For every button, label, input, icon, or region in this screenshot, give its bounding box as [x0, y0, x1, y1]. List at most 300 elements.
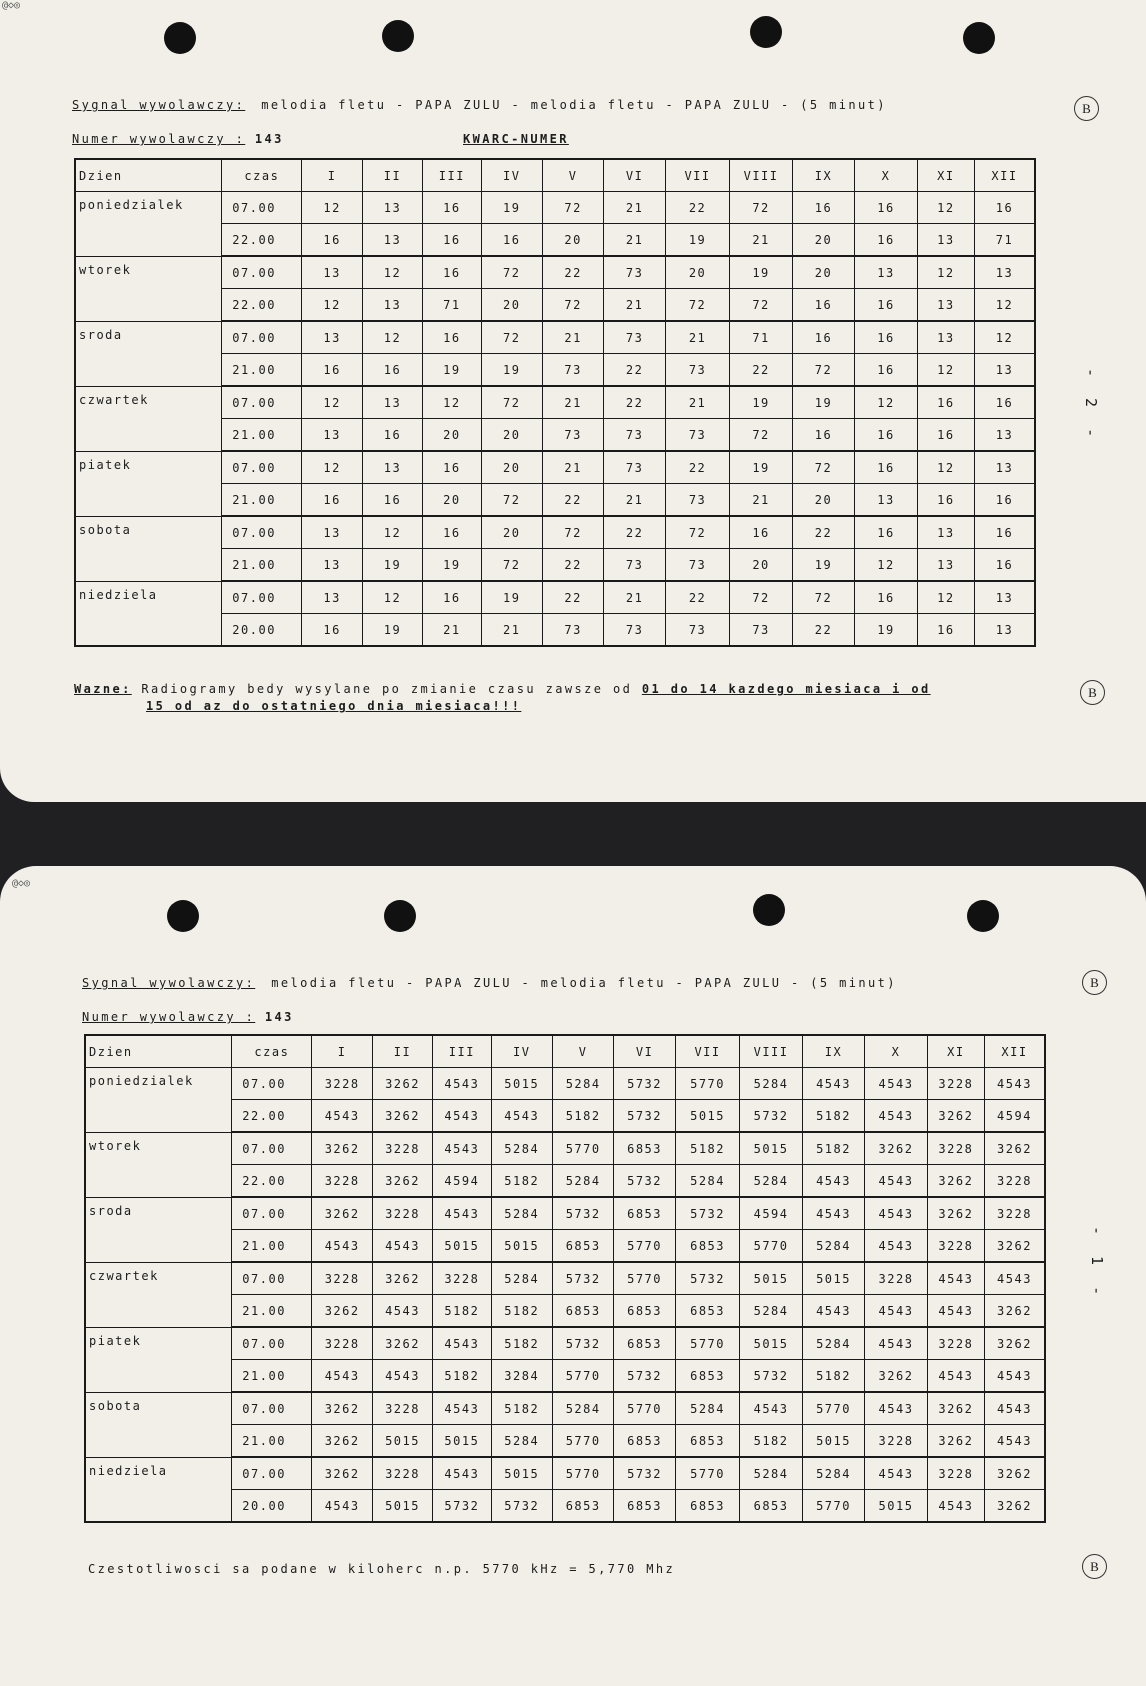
value-cell: 19: [665, 224, 730, 257]
table-row: [85, 1068, 1045, 1100]
value-cell: 5284: [491, 1132, 552, 1165]
value-cell: 5732: [552, 1262, 613, 1295]
value-cell: 4543: [433, 1100, 491, 1133]
value-cell: 5015: [740, 1262, 802, 1295]
value-cell: 5284: [802, 1230, 864, 1263]
value-cell: 4543: [865, 1295, 927, 1328]
value-cell: 3262: [985, 1295, 1046, 1328]
value-cell: 3262: [865, 1132, 927, 1165]
value-cell: 5770: [552, 1132, 613, 1165]
value-cell: 72: [665, 289, 730, 322]
value-cell: 4543: [312, 1360, 372, 1393]
time-cell: 07.00: [232, 1132, 312, 1165]
time-cell: 07.00: [222, 451, 302, 484]
value-cell: 20: [792, 224, 854, 257]
value-cell: 4543: [985, 1392, 1046, 1425]
time-cell: 21.00: [232, 1425, 312, 1458]
column-header: II: [362, 159, 422, 192]
value-cell: 4594: [985, 1100, 1046, 1133]
value-cell: 5284: [675, 1165, 740, 1198]
value-cell: 16: [730, 516, 792, 549]
value-cell: 21: [481, 614, 542, 647]
time-cell: 20.00: [222, 614, 302, 647]
column-header: VII: [675, 1035, 740, 1068]
value-cell: 3228: [433, 1262, 491, 1295]
day-cell: sobota: [75, 516, 222, 581]
value-cell: 3228: [312, 1327, 372, 1360]
column-header: IX: [792, 159, 854, 192]
value-cell: 12: [975, 321, 1036, 354]
value-cell: 21: [665, 321, 730, 354]
table-row: [75, 321, 1035, 354]
time-cell: 21.00: [222, 484, 302, 517]
value-cell: 3262: [985, 1490, 1046, 1523]
value-cell: 5770: [552, 1425, 613, 1458]
value-cell: 20: [792, 256, 854, 289]
time-cell: 07.00: [222, 386, 302, 419]
value-cell: 5182: [740, 1425, 802, 1458]
value-cell: 12: [362, 581, 422, 614]
value-cell: 3228: [985, 1165, 1046, 1198]
punch-hole: [753, 894, 785, 926]
value-cell: 6853: [614, 1425, 675, 1458]
value-cell: 13: [362, 451, 422, 484]
value-cell: 5770: [614, 1392, 675, 1425]
value-cell: 5732: [614, 1165, 675, 1198]
marker-b-circle: B: [1080, 680, 1105, 705]
value-cell: 12: [975, 289, 1036, 322]
value-cell: 19: [730, 386, 792, 419]
value-cell: 4543: [312, 1490, 372, 1523]
column-header: XII: [975, 159, 1036, 192]
value-cell: 16: [792, 321, 854, 354]
value-cell: 3228: [927, 1327, 984, 1360]
value-cell: 6853: [614, 1132, 675, 1165]
call-number-line: [72, 132, 284, 146]
value-cell: 5015: [372, 1490, 432, 1523]
value-cell: 22: [542, 484, 603, 517]
time-cell: 07.00: [232, 1327, 312, 1360]
value-cell: 72: [542, 192, 603, 224]
value-cell: 20: [481, 451, 542, 484]
column-header: XI: [927, 1035, 984, 1068]
column-header: czas: [232, 1035, 312, 1068]
value-cell: 13: [975, 581, 1036, 614]
value-cell: 4543: [740, 1392, 802, 1425]
table-row: [75, 192, 1035, 224]
value-cell: 13: [917, 549, 974, 582]
call-sign-label: Sygnal wywolawczy:: [72, 98, 246, 112]
value-cell: 5770: [675, 1068, 740, 1100]
time-cell: 07.00: [232, 1262, 312, 1295]
value-cell: 16: [302, 484, 362, 517]
value-cell: 13: [975, 419, 1036, 452]
value-cell: 5182: [433, 1360, 491, 1393]
day-cell: piatek: [85, 1327, 232, 1392]
value-cell: 13: [302, 256, 362, 289]
value-cell: 5732: [675, 1262, 740, 1295]
value-cell: 3262: [372, 1100, 432, 1133]
value-cell: 21: [604, 289, 665, 322]
value-cell: 22: [730, 354, 792, 387]
value-cell: 22: [792, 614, 854, 647]
value-cell: 12: [917, 256, 974, 289]
time-cell: 07.00: [232, 1392, 312, 1425]
value-cell: 4543: [491, 1100, 552, 1133]
value-cell: 16: [975, 516, 1036, 549]
day-cell: czwartek: [85, 1262, 232, 1327]
value-cell: 4543: [927, 1295, 984, 1328]
value-cell: 3262: [985, 1230, 1046, 1263]
value-cell: 6853: [614, 1197, 675, 1230]
value-cell: 16: [975, 484, 1036, 517]
time-cell: 21.00: [222, 354, 302, 387]
value-cell: 21: [542, 321, 603, 354]
column-header: VI: [604, 159, 665, 192]
value-cell: 21: [542, 386, 603, 419]
value-cell: 5770: [552, 1360, 613, 1393]
page-sheet-bottom: [0, 866, 1146, 1686]
value-cell: 20: [423, 419, 481, 452]
value-cell: 5182: [802, 1132, 864, 1165]
value-cell: 16: [855, 192, 917, 224]
value-cell: 72: [730, 581, 792, 614]
value-cell: 20: [481, 419, 542, 452]
day-cell: poniedzialek: [75, 192, 222, 257]
value-cell: 19: [362, 549, 422, 582]
value-cell: 3262: [372, 1165, 432, 1198]
value-cell: 3262: [985, 1132, 1046, 1165]
value-cell: 19: [362, 614, 422, 647]
value-cell: 16: [855, 354, 917, 387]
value-cell: 12: [917, 192, 974, 224]
value-cell: 4543: [865, 1068, 927, 1100]
value-cell: 71: [730, 321, 792, 354]
column-header: VII: [665, 159, 730, 192]
value-cell: 72: [792, 354, 854, 387]
value-cell: 4543: [802, 1165, 864, 1198]
marker-b-circle: B: [1082, 1554, 1107, 1579]
value-cell: 13: [855, 484, 917, 517]
value-cell: 5732: [552, 1327, 613, 1360]
value-cell: 5284: [740, 1457, 802, 1490]
value-cell: 3262: [927, 1165, 984, 1198]
value-cell: 21: [604, 192, 665, 224]
value-cell: 5732: [740, 1100, 802, 1133]
value-cell: 20: [665, 256, 730, 289]
value-cell: 22: [665, 581, 730, 614]
value-cell: 3262: [312, 1425, 372, 1458]
value-cell: 72: [542, 289, 603, 322]
column-header: IV: [491, 1035, 552, 1068]
value-cell: 19: [423, 549, 481, 582]
value-cell: 5182: [491, 1165, 552, 1198]
value-cell: 4543: [927, 1360, 984, 1393]
value-cell: 12: [917, 451, 974, 484]
column-header: Dzien: [85, 1035, 232, 1068]
value-cell: 5015: [675, 1100, 740, 1133]
column-header: X: [855, 159, 917, 192]
day-cell: sroda: [75, 321, 222, 386]
value-cell: 73: [665, 484, 730, 517]
time-cell: 07.00: [222, 192, 302, 224]
value-cell: 3262: [312, 1197, 372, 1230]
value-cell: 5732: [614, 1457, 675, 1490]
value-cell: 16: [302, 224, 362, 257]
value-cell: 4543: [865, 1197, 927, 1230]
value-cell: 72: [665, 516, 730, 549]
call-number-value: 143: [264, 1010, 294, 1024]
value-cell: 72: [792, 451, 854, 484]
value-cell: 73: [542, 354, 603, 387]
value-cell: 20: [792, 484, 854, 517]
value-cell: 13: [917, 289, 974, 322]
value-cell: 22: [542, 549, 603, 582]
call-number-label: Numer wywolawczy :: [82, 1010, 256, 1024]
punch-hole: [167, 900, 199, 932]
value-cell: 21: [542, 451, 603, 484]
column-header: IX: [802, 1035, 864, 1068]
value-cell: 72: [481, 549, 542, 582]
time-cell: 07.00: [232, 1068, 312, 1100]
punch-hole: [382, 20, 414, 52]
value-cell: 4594: [433, 1165, 491, 1198]
value-cell: 4543: [865, 1327, 927, 1360]
value-cell: 16: [975, 549, 1036, 582]
value-cell: 5732: [614, 1068, 675, 1100]
value-cell: 13: [302, 516, 362, 549]
value-cell: 5182: [675, 1132, 740, 1165]
value-cell: 4543: [802, 1068, 864, 1100]
value-cell: 16: [302, 614, 362, 647]
table-row: [85, 1197, 1045, 1230]
value-cell: 5284: [491, 1425, 552, 1458]
value-cell: 5015: [802, 1425, 864, 1458]
value-cell: 16: [362, 354, 422, 387]
value-cell: 3228: [927, 1230, 984, 1263]
value-cell: 71: [423, 289, 481, 322]
column-header: IV: [481, 159, 542, 192]
day-cell: czwartek: [75, 386, 222, 451]
value-cell: 16: [423, 256, 481, 289]
column-header: X: [865, 1035, 927, 1068]
value-cell: 3228: [927, 1068, 984, 1100]
value-cell: 16: [362, 484, 422, 517]
value-cell: 5732: [433, 1490, 491, 1523]
page-sheet-top: [0, 0, 1146, 802]
table-header-row: [75, 159, 1035, 192]
value-cell: 73: [665, 614, 730, 647]
value-cell: 5015: [865, 1490, 927, 1523]
value-cell: 5732: [675, 1197, 740, 1230]
call-number-value: 143: [254, 132, 284, 146]
marker-b-circle: B: [1074, 96, 1099, 121]
value-cell: 16: [855, 419, 917, 452]
call-sign-line: [72, 98, 887, 112]
value-cell: 13: [362, 192, 422, 224]
value-cell: 5284: [491, 1262, 552, 1295]
value-cell: 3262: [865, 1360, 927, 1393]
value-cell: 6853: [614, 1327, 675, 1360]
value-cell: 5015: [740, 1132, 802, 1165]
value-cell: 4543: [433, 1457, 491, 1490]
value-cell: 72: [481, 321, 542, 354]
day-cell: niedziela: [75, 581, 222, 646]
value-cell: 3228: [312, 1165, 372, 1198]
value-cell: 5015: [433, 1230, 491, 1263]
value-cell: 6853: [614, 1490, 675, 1523]
column-header: III: [433, 1035, 491, 1068]
value-cell: 4543: [433, 1132, 491, 1165]
value-cell: 19: [792, 386, 854, 419]
value-cell: 5015: [372, 1425, 432, 1458]
table-row: [75, 516, 1035, 549]
table-title: KWARC-NUMER: [463, 132, 569, 146]
value-cell: 3262: [312, 1295, 372, 1328]
value-cell: 13: [975, 354, 1036, 387]
value-cell: 13: [975, 451, 1036, 484]
value-cell: 5770: [802, 1392, 864, 1425]
value-cell: 73: [604, 549, 665, 582]
value-cell: 12: [302, 289, 362, 322]
important-note: [74, 682, 931, 696]
value-cell: 3228: [927, 1457, 984, 1490]
value-cell: 12: [423, 386, 481, 419]
day-cell: poniedzialek: [85, 1068, 232, 1133]
value-cell: 12: [362, 516, 422, 549]
column-header: VIII: [740, 1035, 802, 1068]
value-cell: 22: [604, 354, 665, 387]
value-cell: 3262: [927, 1425, 984, 1458]
value-cell: 22: [665, 451, 730, 484]
value-cell: 3262: [372, 1327, 432, 1360]
value-cell: 5182: [491, 1327, 552, 1360]
value-cell: 5284: [740, 1295, 802, 1328]
value-cell: 5770: [614, 1230, 675, 1263]
call-sign-text: melodia fletu - PAPA ZULU - melodia fletu - PAPA ZULU - (5 minut): [261, 98, 887, 112]
value-cell: 6853: [552, 1295, 613, 1328]
value-cell: 19: [855, 614, 917, 647]
value-cell: 5015: [740, 1327, 802, 1360]
value-cell: 16: [423, 581, 481, 614]
value-cell: 22: [542, 581, 603, 614]
value-cell: 3262: [927, 1392, 984, 1425]
value-cell: 5284: [802, 1457, 864, 1490]
value-cell: 5284: [552, 1068, 613, 1100]
value-cell: 5284: [675, 1392, 740, 1425]
value-cell: 5284: [491, 1197, 552, 1230]
column-header: I: [312, 1035, 372, 1068]
value-cell: 5284: [552, 1392, 613, 1425]
value-cell: 5284: [740, 1068, 802, 1100]
column-header: XII: [985, 1035, 1046, 1068]
value-cell: 12: [855, 386, 917, 419]
value-cell: 22: [792, 516, 854, 549]
value-cell: 16: [302, 354, 362, 387]
value-cell: 73: [665, 354, 730, 387]
value-cell: 4543: [865, 1165, 927, 1198]
table-row: [85, 1392, 1045, 1425]
value-cell: 71: [975, 224, 1036, 257]
value-cell: 12: [362, 321, 422, 354]
value-cell: 16: [917, 484, 974, 517]
value-cell: 5182: [491, 1392, 552, 1425]
value-cell: 72: [481, 386, 542, 419]
value-cell: 16: [423, 224, 481, 257]
value-cell: 4543: [372, 1360, 432, 1393]
value-cell: 5182: [491, 1295, 552, 1328]
value-cell: 5015: [491, 1068, 552, 1100]
value-cell: 5732: [740, 1360, 802, 1393]
call-sign-label: Sygnal wywolawczy:: [82, 976, 256, 990]
value-cell: 3228: [985, 1197, 1046, 1230]
note-label: Wazne:: [74, 682, 132, 696]
value-cell: 19: [481, 581, 542, 614]
value-cell: 19: [423, 354, 481, 387]
value-cell: 16: [855, 451, 917, 484]
value-cell: 4543: [927, 1490, 984, 1523]
time-cell: 22.00: [232, 1165, 312, 1198]
value-cell: 13: [362, 224, 422, 257]
value-cell: 4543: [865, 1100, 927, 1133]
value-cell: 21: [604, 224, 665, 257]
table-row: [75, 451, 1035, 484]
value-cell: 73: [665, 419, 730, 452]
value-cell: 4543: [865, 1392, 927, 1425]
value-cell: 4543: [433, 1197, 491, 1230]
value-cell: 16: [362, 419, 422, 452]
value-cell: 4543: [372, 1230, 432, 1263]
value-cell: 12: [302, 386, 362, 419]
column-header: II: [372, 1035, 432, 1068]
value-cell: 73: [604, 256, 665, 289]
value-cell: 3262: [312, 1392, 372, 1425]
time-cell: 21.00: [222, 419, 302, 452]
value-cell: 73: [604, 419, 665, 452]
value-cell: 20: [481, 289, 542, 322]
value-cell: 19: [481, 192, 542, 224]
value-cell: 72: [730, 289, 792, 322]
value-cell: 4543: [372, 1295, 432, 1328]
column-header: I: [302, 159, 362, 192]
value-cell: 6853: [675, 1295, 740, 1328]
value-cell: 3262: [312, 1457, 372, 1490]
value-cell: 4543: [865, 1230, 927, 1263]
value-cell: 19: [792, 549, 854, 582]
value-cell: 16: [917, 419, 974, 452]
value-cell: 21: [665, 386, 730, 419]
table-row: [75, 581, 1035, 614]
value-cell: 72: [730, 419, 792, 452]
value-cell: 6853: [675, 1230, 740, 1263]
value-cell: 73: [665, 549, 730, 582]
table-row: [85, 1457, 1045, 1490]
column-header: V: [552, 1035, 613, 1068]
value-cell: 3228: [865, 1425, 927, 1458]
time-cell: 21.00: [232, 1360, 312, 1393]
value-cell: 13: [302, 321, 362, 354]
table-row: [75, 256, 1035, 289]
day-cell: sroda: [85, 1197, 232, 1262]
value-cell: 5182: [433, 1295, 491, 1328]
table-row: [85, 1327, 1045, 1360]
value-cell: 72: [481, 256, 542, 289]
column-header: VIII: [730, 159, 792, 192]
value-cell: 13: [302, 419, 362, 452]
value-cell: 5770: [802, 1490, 864, 1523]
value-cell: 16: [855, 581, 917, 614]
value-cell: 6853: [740, 1490, 802, 1523]
